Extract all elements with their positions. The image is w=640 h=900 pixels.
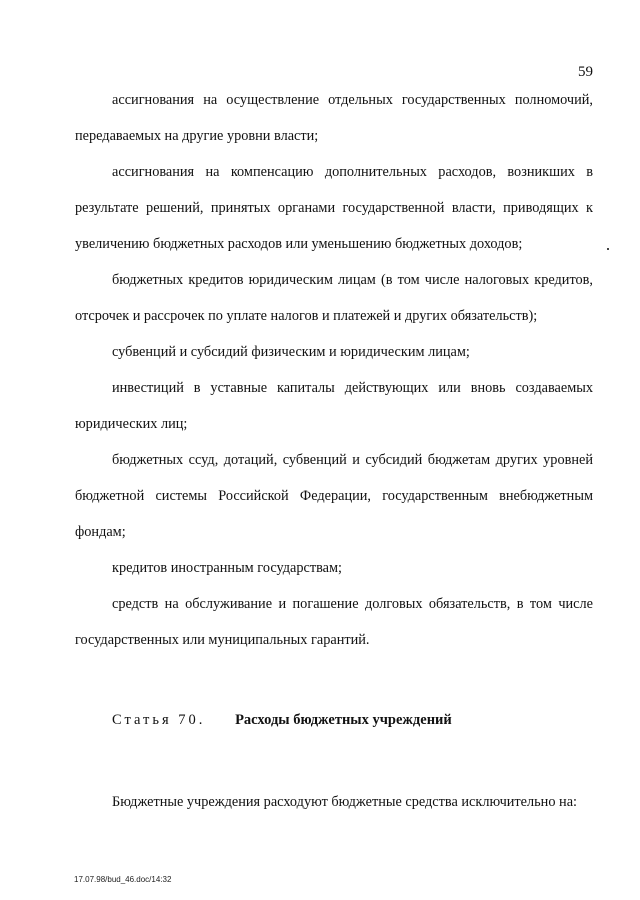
paragraph: Бюджетные учреждения расходуют бюджетные средства исключительно на: [112,794,578,810]
paragraph: субвенций и субсидий физическим и юридическим лицам; [112,344,470,360]
article-title: Расходы бюджетных учреждений [235,712,452,728]
footer-filename: 17.07.98/bud_46.doc/14:32 [74,875,172,884]
paragraph: бюджетных кредитов юридическим лицам (в том числе налоговых кредитов, отсрочек и рассрочек по уплате налогов и платежей и других обязательств); [75,272,593,324]
paragraph: кредитов иностранным государствам; [112,560,343,576]
paragraph: бюджетных ссуд, дотаций, субвенций и субсидий бюджетам других уровней бюджетной системы Российской Федерации, государственным внебюджетным фондам; [75,452,593,540]
paragraph: ассигнования на компенсацию дополнительных расходов, возникших в результате решений, принятых органами государственной власти, приводящих к увеличению бюджетных расходов или уменьшению бюджетных доходов; [75,164,593,252]
article-label: Статья 70. [112,712,206,728]
list-paragraphs [75,82,593,658]
scan-speck [607,248,609,250]
page-number: 59 [578,64,593,80]
paragraph: ассигнования на осуществление отдельных государственных полномочий, передаваемых на другие уровни власти; [75,92,593,144]
article-heading [112,712,452,729]
paragraph: инвестиций в уставные капиталы действующих или вновь создаваемых юридических лиц; [75,380,593,432]
paragraph: средств на обслуживание и погашение долговых обязательств, в том числе государственных или муниципальных гарантий. [75,596,593,648]
closing-paragraph-block [75,784,593,820]
